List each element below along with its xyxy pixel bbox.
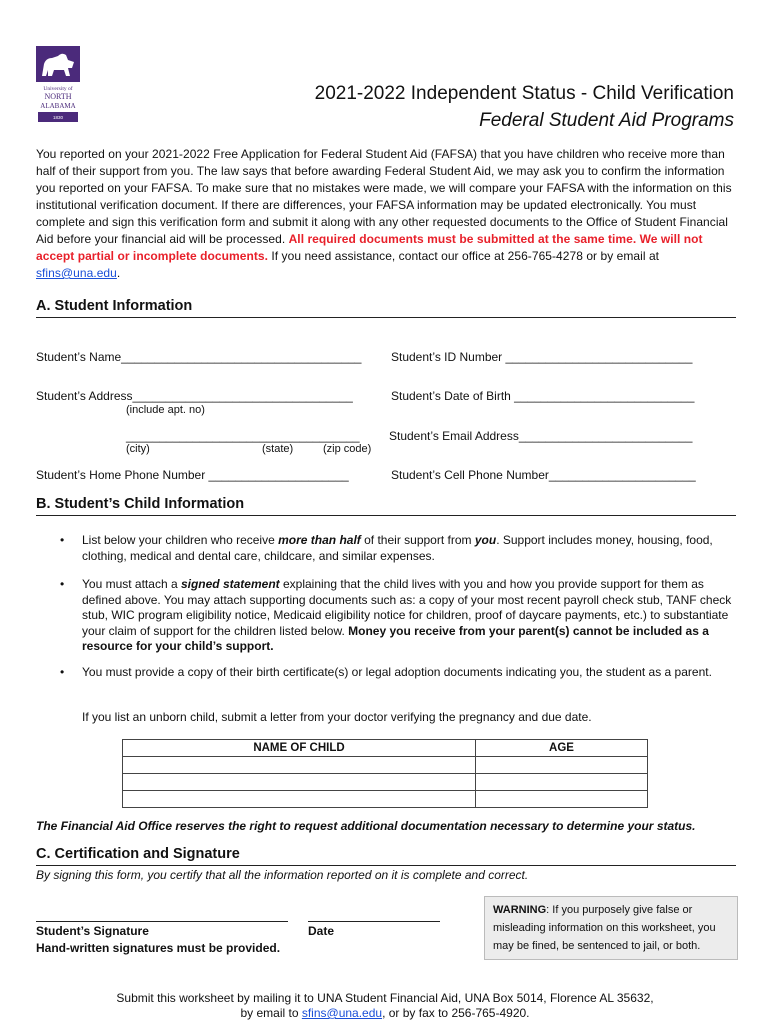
student-dob-field[interactable]: Student’s Date of Birth ___________________________: [391, 389, 695, 403]
child-age-cell[interactable]: [476, 757, 648, 774]
student-address-field[interactable]: Student’s Address_________________________________: [36, 389, 353, 403]
b2-text-mid: explaining that the child lives with you and how you provide support for them as defined above. You may attach supporting documents such as: a copy of your most recent payroll check stub, TANF check stub, WIC program eligibility notice, Medicaid eligibility notice for children, proof of daycare payments, etc.) to substantiate your claim of support for the children listed below.: [82, 577, 732, 638]
intro-text: You reported on your 2021-2022 Free Application for Federal Student Aid (FAFSA) that you have children who receive more than half of their support from you. The law says that before awarding Federal Student Aid, we may ask you to confirm the information you reported on your FAFSA. To make sure that no mistakes were made, we will compare your FAFSA with the information on this institutional verification document. If there are differences, your FAFSA information may be updated electronically. You must complete and sign this verification form and submit it along with any other requested documents to the Office of Student Financial Aid before your financial aid will be processed.: [36, 147, 732, 246]
student-email-field[interactable]: Student’s Email Address__________________________: [389, 429, 693, 443]
document-subtitle: Federal Student Aid Programs: [479, 110, 734, 131]
section-c-heading: C. Certification and Signature: [36, 846, 736, 866]
b1-emphasis-2: you: [474, 533, 497, 547]
b2-text: You must attach a: [82, 577, 181, 591]
b1-text-mid: of their support from: [360, 533, 475, 547]
footer-email-link[interactable]: sfins@una.edu: [301, 1006, 383, 1020]
svg-text:ALABAMA: ALABAMA: [40, 102, 76, 110]
bullet-icon: •: [60, 665, 65, 679]
student-name-field[interactable]: Student’s Name____________________________________: [36, 350, 362, 364]
footer: [0, 991, 770, 1021]
svg-text:University of: University of: [43, 86, 73, 92]
handwritten-note: Hand-written signatures must be provided.: [36, 941, 281, 955]
child-age-cell[interactable]: [476, 791, 648, 808]
intro-contact: If you need assistance, contact our office at 256-765-4278 or by email at: [271, 249, 660, 263]
student-id-field[interactable]: Student’s ID Number ____________________________: [391, 350, 693, 364]
section-b-heading: B. Student’s Child Information: [36, 496, 736, 516]
footer-email-pre: by email to: [240, 1006, 302, 1020]
svg-text:NORTH: NORTH: [44, 92, 72, 101]
b1-text-end: . Support includes money, housing, food, clothing, medical and dental care, childcare, and similar expenses.: [82, 533, 713, 563]
signature-line[interactable]: [36, 921, 288, 922]
footer-mailing: Submit this worksheet by mailing it to UNA Student Financial Aid, UNA Box 5014, Florence AL 35632,: [116, 991, 654, 1005]
certify-text: By signing this form, you certify that all the information reported on it is complete and correct.: [36, 868, 529, 882]
b1-emphasis-1: more than half: [278, 533, 361, 547]
intro-email-link[interactable]: sfins@una.edu: [36, 266, 117, 280]
warning-label: WARNING: [493, 904, 547, 916]
intro-end: .: [116, 266, 121, 280]
zip-label: (zip code): [323, 443, 372, 455]
child-name-cell[interactable]: [123, 791, 476, 808]
bullet-text: [82, 533, 738, 564]
date-line[interactable]: [308, 921, 440, 922]
bullet-text: You must provide a copy of their birth certificate(s) or legal adoption documents indicating you, the student as a parent.: [82, 665, 712, 679]
bullet-icon: •: [60, 533, 65, 547]
b1-text: List below your children who receive: [82, 533, 279, 547]
footer-contact: [0, 1006, 770, 1021]
document-title-block: [315, 80, 734, 134]
svg-text:1830: 1830: [52, 115, 64, 120]
bullet-icon: •: [60, 577, 65, 591]
child-name-cell[interactable]: [123, 774, 476, 791]
table-row: [123, 774, 648, 791]
unborn-child-note: If you list an unborn child, submit a letter from your doctor verifying the pregnancy and due date.: [82, 710, 592, 724]
child-name-cell[interactable]: [123, 757, 476, 774]
date-label: Date: [308, 924, 335, 938]
una-logo: [36, 46, 80, 130]
state-label: (state): [262, 443, 294, 455]
footer-fax: , or by fax to 256-765-4920.: [382, 1006, 530, 1020]
warning-box: [484, 896, 738, 960]
warning-text: : If you purposely give false or misleading information on this worksheet, you may be fined, be sentenced to jail, or both.: [493, 904, 716, 952]
section-a-heading: A. Student Information: [36, 298, 736, 318]
table-row: [123, 757, 648, 774]
instruction-list: [60, 533, 738, 733]
cell-phone-field[interactable]: Student’s Cell Phone Number______________________: [391, 468, 696, 482]
reserve-right-note: The Financial Aid Office reserves the right to request additional documentation necessary to determine your status.: [36, 819, 696, 833]
city-label: (city): [126, 443, 150, 455]
document-title: 2021-2022 Independent Status - Child Verification: [314, 83, 734, 104]
bullet-text: [82, 577, 738, 655]
intro-paragraph: [36, 146, 736, 282]
include-apt-note: (include apt. no): [126, 404, 205, 416]
table-row: [123, 791, 648, 808]
city-state-zip-line[interactable]: ___________________________________: [126, 429, 360, 443]
b2-bold: Money you receive from your parent(s) cannot be included as a resource for your child’s support.: [82, 623, 709, 653]
signature-label: Student’s Signature: [36, 924, 149, 938]
home-phone-field[interactable]: Student’s Home Phone Number _____________________: [36, 468, 349, 482]
intro-warning: All required documents must be submitted at the same time. We will not accept partial or incomplete documents.: [36, 232, 703, 263]
table-header-row: [123, 740, 648, 757]
child-age-cell[interactable]: [476, 774, 648, 791]
children-table: [122, 739, 648, 808]
age-column-header: AGE: [476, 740, 648, 757]
b2-emphasis: signed statement: [180, 577, 280, 591]
name-column-header: NAME OF CHILD: [123, 740, 476, 757]
